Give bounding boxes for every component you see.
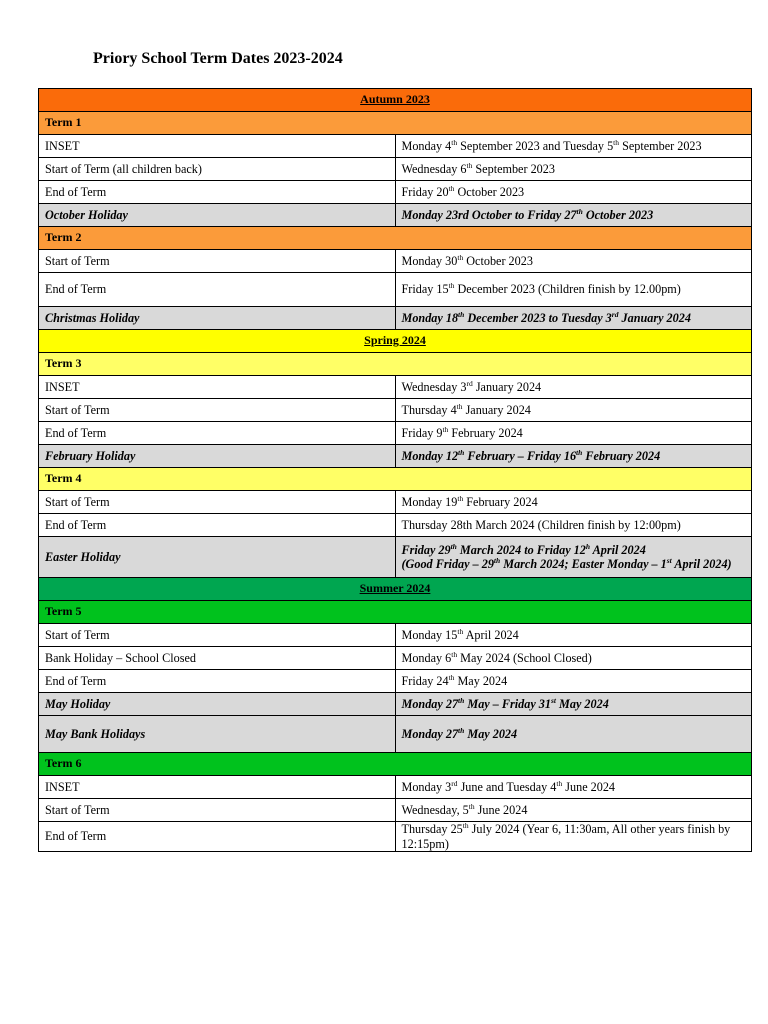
row-label: Start of Term (39, 491, 396, 514)
table-row (39, 670, 752, 693)
page-title: Priory School Term Dates 2023-2024 (93, 50, 343, 67)
row-date: Monday 6th May 2024 (School Closed) (395, 647, 752, 670)
table-row (39, 399, 752, 422)
row-date: Monday 30th October 2023 (395, 250, 752, 273)
ordinal-suffix: th (458, 725, 465, 735)
row-date: Monday 27th May 2024 (395, 716, 752, 753)
holiday-row (39, 204, 752, 227)
ordinal-suffix: th (451, 649, 458, 659)
table-row (39, 624, 752, 647)
ordinal-suffix: th (457, 493, 464, 503)
row-date: Wednesday 6th September 2023 (395, 158, 752, 181)
row-date: Monday 27th May – Friday 31st May 2024 (395, 693, 752, 716)
holiday-row (39, 693, 752, 716)
season-label: Autumn 2023 (39, 89, 752, 112)
row-date: Friday 9th February 2024 (395, 422, 752, 445)
ordinal-suffix: th (451, 137, 458, 147)
table-row (39, 181, 752, 204)
ordinal-suffix: th (450, 541, 457, 551)
row-date: Wednesday 3rd January 2024 (395, 376, 752, 399)
row-label: May Bank Holidays (39, 716, 396, 753)
row-date: Thursday 4th January 2024 (395, 399, 752, 422)
term-header-term-4 (39, 468, 752, 491)
row-label: INSET (39, 135, 396, 158)
row-date: Monday 4th September 2023 and Tuesday 5th September 2023 (395, 135, 752, 158)
table-row (39, 514, 752, 537)
row-label: October Holiday (39, 204, 396, 227)
term-label: Term 1 (39, 112, 752, 135)
ordinal-suffix: st (550, 695, 556, 705)
term-header-term-2 (39, 227, 752, 250)
row-label: Start of Term (39, 624, 396, 647)
term-dates-table (38, 88, 752, 852)
ordinal-suffix: rd (611, 309, 619, 319)
row-date: Wednesday, 5th June 2024 (395, 799, 752, 822)
season-label: Summer 2024 (39, 578, 752, 601)
row-date: Thursday 25th July 2024 (Year 6, 11:30am, All other years finish by 12:15pm) (395, 822, 752, 852)
row-label: INSET (39, 376, 396, 399)
row-date: Monday 18th December 2023 to Tuesday 3rd January 2024 (395, 307, 752, 330)
table-row (39, 422, 752, 445)
row-label: End of Term (39, 273, 396, 307)
row-date: Monday 23rd October to Friday 27th October 2023 (395, 204, 752, 227)
ordinal-suffix: th (458, 309, 465, 319)
table-row (39, 250, 752, 273)
term-header-term-6 (39, 753, 752, 776)
row-label: Start of Term (all children back) (39, 158, 396, 181)
holiday-row (39, 537, 752, 578)
row-date: Monday 19th February 2024 (395, 491, 752, 514)
ordinal-suffix: th (493, 555, 501, 565)
row-date: Monday 12th February – Friday 16th February 2024 (395, 445, 752, 468)
ordinal-suffix: th (458, 447, 465, 457)
table-row (39, 799, 752, 822)
row-date: Thursday 28th March 2024 (Children finish by 12:00pm) (395, 514, 752, 537)
term-header-term-3 (39, 353, 752, 376)
holiday-row (39, 716, 752, 753)
ordinal-suffix: st (666, 555, 672, 565)
holiday-row (39, 307, 752, 330)
holiday-row (39, 445, 752, 468)
table-row (39, 158, 752, 181)
table-row (39, 776, 752, 799)
table-row (39, 273, 752, 307)
row-label: Bank Holiday – School Closed (39, 647, 396, 670)
term-label: Term 3 (39, 353, 752, 376)
ordinal-suffix: th (576, 447, 583, 457)
row-date: Friday 24th May 2024 (395, 670, 752, 693)
ordinal-suffix: th (448, 281, 455, 291)
table-row (39, 376, 752, 399)
ordinal-suffix: rd (466, 378, 473, 388)
row-label: Christmas Holiday (39, 307, 396, 330)
row-label: End of Term (39, 514, 396, 537)
row-label: End of Term (39, 670, 396, 693)
row-date: Monday 15th April 2024 (395, 624, 752, 647)
ordinal-suffix: th (613, 137, 620, 147)
ordinal-suffix: th (462, 821, 469, 831)
ordinal-suffix: rd (451, 778, 458, 788)
ordinal-suffix: th (448, 183, 455, 193)
ordinal-suffix: th (456, 401, 463, 411)
term-label: Term 5 (39, 601, 752, 624)
term-header-term-5 (39, 601, 752, 624)
row-label: Start of Term (39, 399, 396, 422)
ordinal-suffix: th (468, 801, 475, 811)
ordinal-suffix: th (457, 626, 464, 636)
term-label: Term 4 (39, 468, 752, 491)
row-label: February Holiday (39, 445, 396, 468)
row-label: End of Term (39, 822, 396, 852)
row-label: Start of Term (39, 799, 396, 822)
season-header-autumn-2023 (39, 89, 752, 112)
ordinal-suffix: th (442, 424, 449, 434)
table-row (39, 491, 752, 514)
ordinal-suffix: th (576, 206, 583, 216)
term-header-term-1 (39, 112, 752, 135)
term-label: Term 2 (39, 227, 752, 250)
row-label: Easter Holiday (39, 537, 396, 578)
table-row (39, 647, 752, 670)
table-row (39, 135, 752, 158)
ordinal-suffix: h (585, 541, 591, 551)
ordinal-suffix: th (466, 160, 473, 170)
row-label: End of Term (39, 181, 396, 204)
ordinal-suffix: th (458, 695, 465, 705)
row-date: Friday 20th October 2023 (395, 181, 752, 204)
row-date: Monday 3rd June and Tuesday 4th June 2024 (395, 776, 752, 799)
season-header-spring-2024 (39, 330, 752, 353)
row-date: Friday 29th March 2024 to Friday 12$^h$ April 2024 (Good Friday – 29th March 2024; Easter Monday – 1st April 2024) (395, 537, 752, 578)
row-label: May Holiday (39, 693, 396, 716)
row-date: Friday 15th December 2023 (Children finish by 12.00pm) (395, 273, 752, 307)
ordinal-suffix: th (457, 252, 464, 262)
season-label: Spring 2024 (39, 330, 752, 353)
row-label: Start of Term (39, 250, 396, 273)
ordinal-suffix: th (556, 778, 563, 788)
term-label: Term 6 (39, 753, 752, 776)
season-header-summer-2024 (39, 578, 752, 601)
ordinal-suffix: th (448, 672, 455, 682)
table-row (39, 822, 752, 852)
row-label: End of Term (39, 422, 396, 445)
row-label: INSET (39, 776, 396, 799)
